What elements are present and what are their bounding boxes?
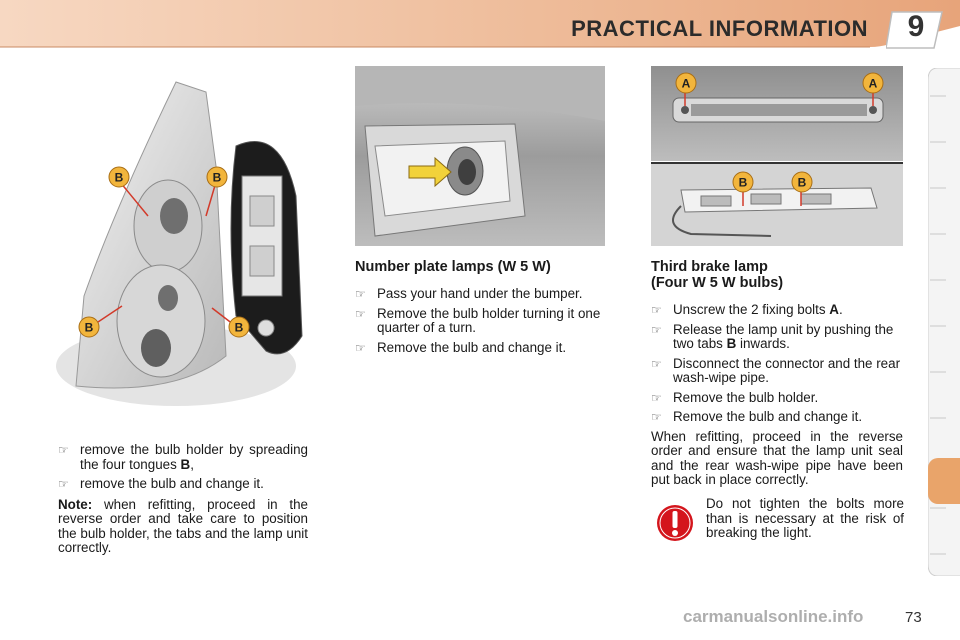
list-item-text: remove the bulb holder by spreading the four tongues B,: [80, 442, 308, 472]
section-heading-line1: Third brake lamp: [651, 259, 768, 275]
figure-label-b: [78, 316, 100, 343]
figure-label-b-text: B: [234, 320, 244, 335]
figure-label-b: [108, 166, 130, 193]
pointing-hand-icon: ☞: [58, 443, 69, 457]
list-item: [651, 357, 903, 386]
pointing-hand-icon: ☞: [355, 287, 366, 301]
figure-label-b-text: B: [212, 170, 222, 185]
list-item-text: Remove the bulb and change it.: [673, 409, 863, 424]
list-item: [355, 341, 605, 356]
figure-label-b: [206, 166, 228, 193]
rear-lamp-figure: [56, 66, 312, 416]
list-item: [355, 307, 605, 336]
list-item: [651, 303, 903, 318]
warning-text: Do not tighten the bolts more than is necessary at the risk of breaking the light.: [706, 496, 904, 540]
figure-label-a: [675, 72, 697, 99]
exclamation-icon: [656, 504, 694, 542]
pointing-hand-icon: ☞: [355, 306, 366, 321]
figure-label-a: [862, 72, 884, 99]
left-column: [58, 443, 308, 562]
middle-column: [355, 259, 605, 360]
list-item: [651, 410, 903, 425]
pointing-hand-icon: ☞: [651, 390, 662, 405]
figure-label-b-text: B: [84, 320, 94, 335]
section-heading: [651, 259, 903, 291]
list-item: [651, 391, 903, 406]
list-item: [355, 287, 605, 302]
list-item: [58, 477, 308, 492]
pointing-hand-icon: ☞: [651, 322, 662, 337]
list-item-text: Disconnect the connector and the rear wash-wipe pipe.: [673, 355, 901, 385]
figure-label-a-text: A: [681, 76, 691, 91]
figure-label-b-text: B: [738, 175, 748, 190]
pointing-hand-icon: ☞: [651, 410, 662, 424]
note-paragraph: Note: when refitting, proceed in the reverse order and take care to position the bulb holder, the tabs and the lamp unit correctly.: [58, 496, 308, 555]
figure-label-b-text: B: [797, 175, 807, 190]
list-item-text: remove the bulb and change it.: [80, 476, 264, 491]
list-item-text: Pass your hand under the bumper.: [377, 286, 583, 301]
list-item-text: Unscrew the 2 fixing bolts A.: [673, 302, 843, 317]
list-item-text: Remove the bulb and change it.: [377, 339, 567, 355]
figure-label-b: [732, 171, 754, 198]
page-number: 73: [905, 609, 922, 626]
page-title: PRACTICAL INFORMATION: [571, 16, 868, 41]
pointing-hand-icon: ☞: [651, 303, 662, 317]
section-heading: Number plate lamps (W 5 W): [355, 259, 551, 275]
watermark: carmanualsonline.info: [683, 607, 864, 626]
section-heading-line2: (Four W 5 W bulbs): [651, 275, 784, 291]
pointing-hand-icon: ☞: [355, 340, 366, 355]
figure-label-b-text: B: [114, 170, 124, 185]
list-item: [58, 443, 308, 472]
figure-label-b: [228, 316, 250, 343]
figure-label-a-text: A: [868, 76, 878, 91]
number-plate-lamp-figure: [355, 66, 605, 246]
list-item-text: Remove the bulb holder.: [673, 389, 819, 405]
figure-label-b: [791, 171, 813, 198]
refit-paragraph: When refitting, proceed in the reverse order and ensure that the lamp unit seal and the rear wash-wipe pipe have been put back in place correctly.: [651, 428, 903, 487]
page-header: [0, 0, 960, 58]
list-item-text: Release the lamp unit by pushing the two tabs B inwards.: [673, 321, 894, 351]
pointing-hand-icon: ☞: [58, 477, 69, 491]
side-tab-active[interactable]: [928, 458, 960, 504]
pointing-hand-icon: ☞: [651, 356, 662, 371]
chapter-number: 9: [907, 10, 925, 43]
right-column: [651, 259, 903, 494]
list-item: [651, 323, 903, 352]
list-item-text: Remove the bulb holder turning it one quarter of a turn.: [377, 305, 601, 335]
note-label: Note:: [58, 496, 93, 512]
